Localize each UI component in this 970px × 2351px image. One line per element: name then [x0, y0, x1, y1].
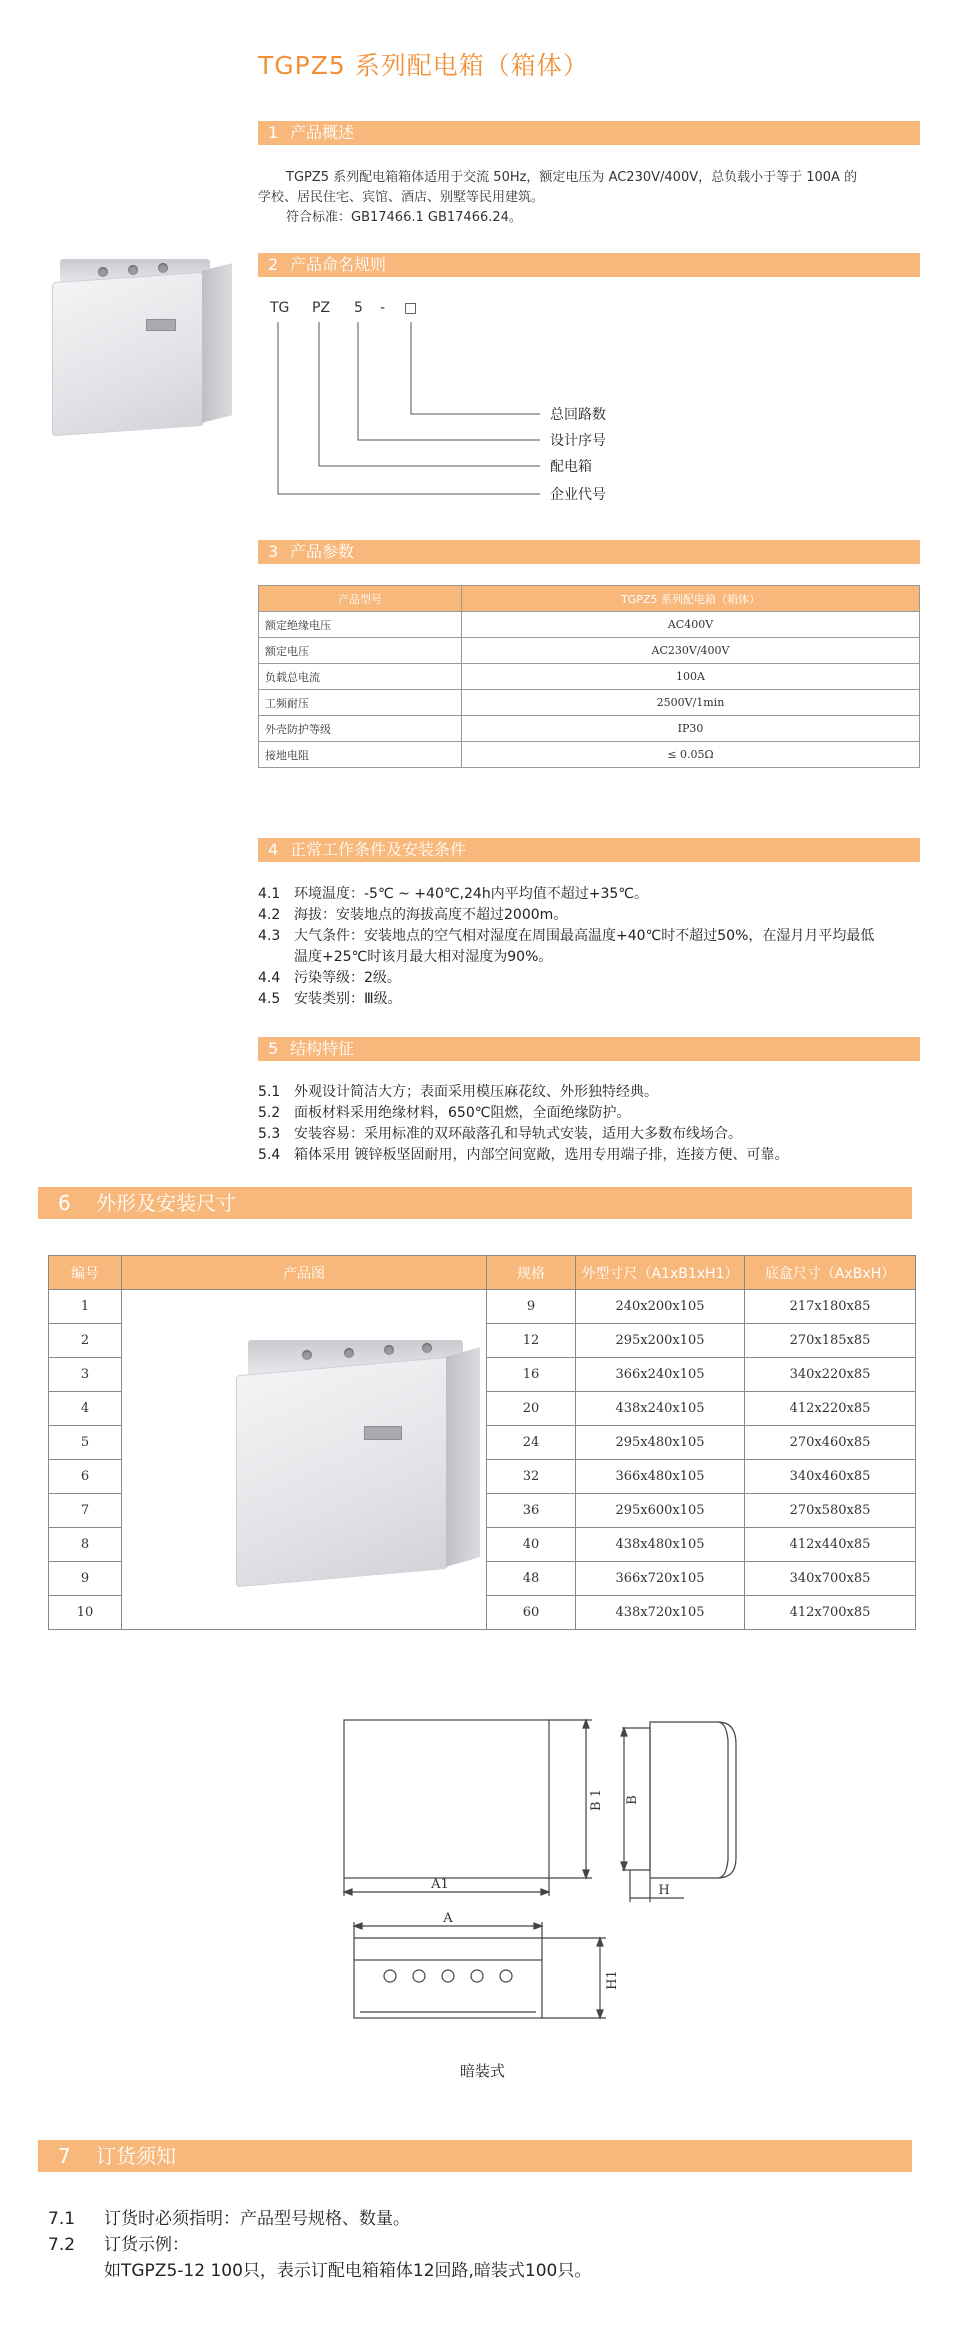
- line-distribution-box: [319, 322, 540, 466]
- cell-index: 2: [49, 1324, 122, 1358]
- list-item: [258, 968, 938, 989]
- table-header: TGPZ5 系列配电箱（箱体）: [462, 586, 920, 612]
- param-value: 100A: [462, 664, 920, 690]
- cell-outer-size: 366x720x105: [576, 1562, 745, 1596]
- table-row: [259, 690, 920, 716]
- label-b1: B 1: [589, 1789, 604, 1811]
- section-title: 产品命名规则: [290, 255, 387, 274]
- item-number: 4.4: [258, 970, 281, 986]
- section-number: 6: [58, 1191, 71, 1215]
- overview-line: 符合标准：GB17466.1 GB17466.24。: [286, 210, 522, 225]
- section-title: 产品概述: [290, 123, 355, 142]
- knockout-hole-3: [442, 1970, 454, 1982]
- box-front: [52, 272, 204, 437]
- table-row: [259, 664, 920, 690]
- product-image: [48, 253, 238, 433]
- cell-spec: 16: [487, 1358, 576, 1392]
- cell-outer-size: 438x240x105: [576, 1392, 745, 1426]
- item-text: 如TGPZ5-12 100只，表示订配电箱箱体12回路,暗装式100只。: [104, 2261, 592, 2281]
- cell-index: 5: [49, 1426, 122, 1460]
- box-side: [202, 263, 232, 422]
- item-number: 7.1: [48, 2209, 76, 2229]
- knockout-hole: [128, 265, 138, 275]
- table-header-row: [49, 1256, 916, 1290]
- section-7-header: [38, 2140, 912, 2172]
- item-number: 5.1: [258, 1084, 281, 1100]
- cell-spec: 36: [487, 1494, 576, 1528]
- cell-index: 10: [49, 1596, 122, 1630]
- line-company-code: [278, 322, 540, 494]
- knockout-hole: [302, 1350, 312, 1360]
- item-text: 安装类别：Ⅲ级。: [294, 991, 402, 1007]
- item-number: 4.3: [258, 928, 281, 944]
- section-number: 3: [268, 542, 279, 561]
- box-label: [364, 1426, 402, 1440]
- list-item: [258, 926, 938, 947]
- drawing-caption: 暗装式: [460, 2062, 506, 2080]
- label-company-code: 企业代号: [550, 487, 606, 503]
- cell-outer-size: 240x200x105: [576, 1290, 745, 1324]
- overview-line: TGPZ5 系列配电箱箱体适用于交流 50Hz，额定电压为 AC230V/400V，总负载小于等于 100A 的: [286, 170, 858, 185]
- section-2-header: [258, 253, 920, 277]
- item-number: 5.3: [258, 1126, 281, 1142]
- table-header: 外型寸尺（A1xB1xH1）: [576, 1256, 745, 1290]
- section-3-header: [258, 540, 920, 564]
- cell-index: 7: [49, 1494, 122, 1528]
- cell-box-size: 340x460x85: [745, 1460, 916, 1494]
- param-name: 额定电压: [259, 638, 462, 664]
- table-row: [259, 742, 920, 768]
- cell-box-size: 412x220x85: [745, 1392, 916, 1426]
- sizes-table: [48, 1255, 916, 1630]
- section-number: 5: [268, 1039, 279, 1058]
- section-6-header: [38, 1187, 912, 1219]
- label-h1: H1: [605, 1970, 620, 1990]
- conditions-list: [258, 884, 938, 1010]
- list-item: [258, 884, 938, 905]
- list-item: [258, 1124, 938, 1145]
- param-name: 外壳防护等级: [259, 716, 462, 742]
- ordering-list: [48, 2206, 908, 2284]
- box-label: [146, 319, 176, 331]
- param-value: 2500V/1min: [462, 690, 920, 716]
- list-item: [48, 2206, 908, 2232]
- section-title: 订货须知: [96, 2144, 176, 2168]
- page-title: TGPZ5 系列配电箱（箱体）: [258, 51, 589, 80]
- product-image-cell: [122, 1290, 487, 1630]
- section-number: 2: [268, 255, 279, 274]
- cell-outer-size: 295x480x105: [576, 1426, 745, 1460]
- cell-spec: 24: [487, 1426, 576, 1460]
- top-view-back: [354, 1938, 542, 1960]
- table-row: [49, 1290, 916, 1324]
- cell-box-size: 270x185x85: [745, 1324, 916, 1358]
- knockout-hole-4: [471, 1970, 483, 1982]
- cell-box-size: 340x700x85: [745, 1562, 916, 1596]
- item-number: [48, 2258, 104, 2284]
- label-design-seq: 设计序号: [550, 433, 606, 449]
- cell-box-size: 270x580x85: [745, 1494, 916, 1528]
- cell-spec: 48: [487, 1562, 576, 1596]
- list-item: [258, 947, 938, 968]
- knockout-hole-1: [384, 1970, 396, 1982]
- cell-index: 3: [49, 1358, 122, 1392]
- label-a1: A1: [431, 1877, 449, 1892]
- item-text: 安装容易：采用标准的双环敲落孔和导轨式安装，适用大多数布线场合。: [294, 1126, 742, 1142]
- top-view: [354, 1960, 542, 2018]
- cell-box-size: 217x180x85: [745, 1290, 916, 1324]
- table-header-row: [259, 586, 920, 612]
- item-text: 面板材料采用绝缘材料，650℃阻燃，全面绝缘防护。: [294, 1105, 631, 1121]
- item-number: [258, 947, 294, 968]
- knockout-hole-5: [500, 1970, 512, 1982]
- item-number: 5.2: [258, 1105, 281, 1121]
- item-text: 订货示例：: [104, 2235, 189, 2255]
- item-text: 外观设计简洁大方；表面采用模压麻花纹、外形独特经典。: [294, 1084, 658, 1100]
- cell-box-size: 412x440x85: [745, 1528, 916, 1562]
- box-side: [446, 1347, 480, 1567]
- item-text: 订货时必须指明：产品型号规格、数量。: [104, 2209, 410, 2229]
- cell-spec: 60: [487, 1596, 576, 1630]
- code-part-pz: PZ: [312, 300, 331, 316]
- table-header: 编号: [49, 1256, 122, 1290]
- label-h: H: [658, 1883, 670, 1898]
- item-text: 污染等级：2级。: [294, 970, 401, 986]
- item-number: 4.1: [258, 886, 281, 902]
- cell-index: 9: [49, 1562, 122, 1596]
- section-title: 外形及安装尺寸: [96, 1191, 236, 1215]
- line-design-seq: [358, 322, 540, 440]
- list-item: [258, 1145, 938, 1166]
- cell-outer-size: 295x200x105: [576, 1324, 745, 1358]
- front-view: [344, 1720, 549, 1878]
- cell-box-size: 270x460x85: [745, 1426, 916, 1460]
- param-value: AC400V: [462, 612, 920, 638]
- item-text: 箱体采用 镀锌板坚固耐用，内部空间宽敞，选用专用端子排，连接方便、可靠。: [294, 1147, 789, 1163]
- code-part-box: □: [404, 300, 418, 316]
- section-number: 1: [268, 123, 279, 142]
- label-total-circuits: 总回路数: [550, 407, 606, 423]
- item-text: 海拔：安装地点的海拔高度不超过2000m。: [294, 907, 568, 923]
- item-number: 4.5: [258, 991, 281, 1007]
- table-row: [259, 716, 920, 742]
- list-item: [258, 1082, 938, 1103]
- item-text: 温度+25℃时该月最大相对湿度为90%。: [294, 949, 553, 965]
- side-view-cover: [650, 1722, 736, 1878]
- param-name: 负载总电流: [259, 664, 462, 690]
- cell-index: 1: [49, 1290, 122, 1324]
- cell-index: 8: [49, 1528, 122, 1562]
- cell-box-size: 340x220x85: [745, 1358, 916, 1392]
- section-number: 4: [268, 840, 279, 859]
- knockout-hole: [344, 1348, 354, 1358]
- naming-lines: [260, 318, 560, 508]
- item-number: 7.2: [48, 2235, 76, 2255]
- cell-outer-size: 438x480x105: [576, 1528, 745, 1562]
- section-title: 正常工作条件及安装条件: [290, 840, 467, 859]
- section-4-header: [258, 838, 920, 862]
- cell-outer-size: 295x600x105: [576, 1494, 745, 1528]
- table-row: [259, 612, 920, 638]
- item-number: 5.4: [258, 1147, 281, 1163]
- label-a: A: [443, 1911, 453, 1926]
- section-number: 7: [58, 2144, 71, 2168]
- knockout-hole-2: [413, 1970, 425, 1982]
- cell-outer-size: 438x720x105: [576, 1596, 745, 1630]
- param-name: 工频耐压: [259, 690, 462, 716]
- knockout-hole: [384, 1345, 394, 1355]
- list-item: [258, 989, 938, 1010]
- list-item: [48, 2232, 908, 2258]
- table-header: 规格: [487, 1256, 576, 1290]
- structure-list: [258, 1082, 938, 1166]
- params-table: [258, 585, 920, 768]
- param-value: ≤ 0.05Ω: [462, 742, 920, 768]
- section-5-header: [258, 1037, 920, 1061]
- table-header: 产品图: [122, 1256, 487, 1290]
- list-item: [258, 1103, 938, 1124]
- param-value: AC230V/400V: [462, 638, 920, 664]
- section-title: 产品参数: [290, 542, 355, 561]
- knockout-hole: [422, 1343, 432, 1353]
- cell-spec: 20: [487, 1392, 576, 1426]
- product-image: [232, 1330, 482, 1590]
- code-part-dash: -: [380, 300, 386, 316]
- knockout-hole: [158, 263, 168, 273]
- cell-spec: 12: [487, 1324, 576, 1358]
- item-number: 4.2: [258, 907, 281, 923]
- cell-index: 6: [49, 1460, 122, 1494]
- param-value: IP30: [462, 716, 920, 742]
- dimension-drawing: [330, 1700, 750, 2060]
- table-header: 底盒尺寸（AxBxH）: [745, 1256, 916, 1290]
- section-title: 结构特征: [290, 1039, 355, 1058]
- item-text: 环境温度：-5℃ ~ +40℃,24h内平均值不超过+35℃。: [294, 886, 648, 902]
- section-1-header: [258, 121, 920, 145]
- line-total-circuits: [411, 322, 540, 414]
- item-text: 大气条件：安装地点的空气相对湿度在周围最高温度+40℃时不超过50%，在湿月月平均最低: [294, 928, 875, 944]
- knockout-hole: [98, 267, 108, 277]
- overview-line: 学校、居民住宅、宾馆、酒店、别墅等民用建筑。: [258, 190, 545, 205]
- cell-spec: 40: [487, 1528, 576, 1562]
- code-part-tg: TG: [270, 300, 290, 316]
- label-b: B: [625, 1795, 640, 1805]
- label-distribution-box: 配电箱: [550, 459, 592, 475]
- table-row: [259, 638, 920, 664]
- cell-index: 4: [49, 1392, 122, 1426]
- list-item: [48, 2258, 908, 2284]
- param-name: 额定绝缘电压: [259, 612, 462, 638]
- code-part-series: 5: [354, 300, 363, 316]
- cell-outer-size: 366x240x105: [576, 1358, 745, 1392]
- overview-text: [258, 168, 928, 228]
- param-name: 接地电阻: [259, 742, 462, 768]
- list-item: [258, 905, 938, 926]
- cell-spec: 9: [487, 1290, 576, 1324]
- cell-spec: 32: [487, 1460, 576, 1494]
- table-header: 产品型号: [259, 586, 462, 612]
- cell-box-size: 412x700x85: [745, 1596, 916, 1630]
- box-front: [236, 1357, 448, 1588]
- cell-outer-size: 366x480x105: [576, 1460, 745, 1494]
